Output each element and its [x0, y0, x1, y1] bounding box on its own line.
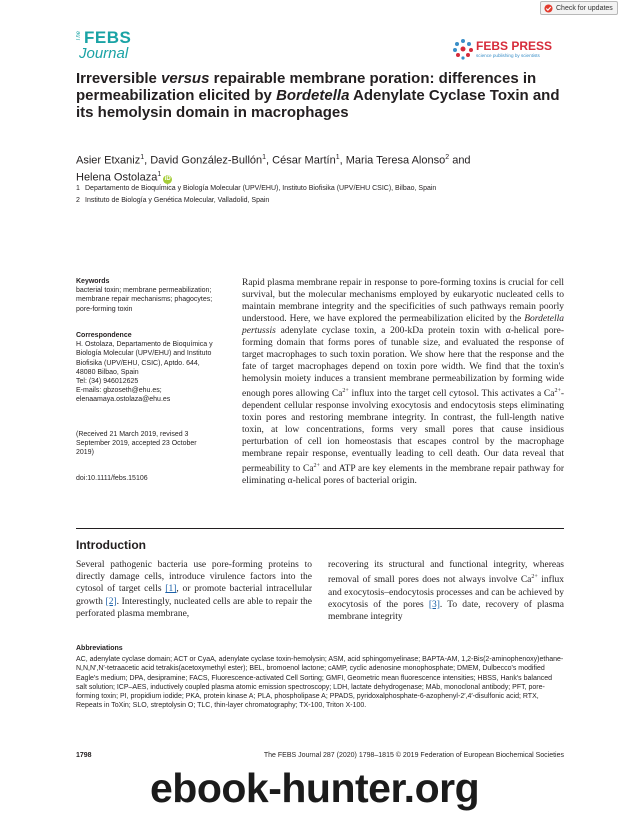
check-updates-icon: [544, 4, 553, 13]
logo-the: The: [76, 31, 82, 42]
author[interactable]: Helena Ostolaza: [76, 171, 158, 184]
reference-link[interactable]: [2]: [105, 596, 117, 607]
affiliation: 2 Instituto de Biología y Genética Molecular, Valladolid, Spain: [76, 197, 270, 204]
febs-press-dots-icon: [452, 38, 474, 60]
dates-block: (Received 21 March 2019, revised 3 September 2019, accepted 23 October 2019): [76, 431, 197, 457]
press-name: FEBS PRESS: [476, 39, 553, 53]
logo-febs: FEBS: [84, 28, 132, 47]
author[interactable]: Asier Etxaniz: [76, 154, 141, 167]
divider: [76, 528, 564, 529]
check-updates-label: Check for updates: [556, 4, 613, 12]
email-link[interactable]: elenaamaya.ostolaza@ehu.es: [76, 396, 171, 404]
author-list: Asier Etxaniz$^1$, David González-Bullón$^1$, César Martín$^1$, Maria Teresa Alonso$^2$ and Helena Ostolaza$^1$iD: [76, 154, 471, 184]
introduction-heading: Introduction: [76, 538, 146, 552]
abstract: Rapid plasma membrane repair in response to pore-forming toxins is crucial for cell survival, but the molecular mechanisms employed by eukaryotic nucleated cells to maintain membrane integrity and the specificities of such pathways remain poorly understood. Here, we have explored the permeabilization elicited by the Bordetella pertussis adenylate cyclase toxin, a 200-kDa protein toxin with α-helical pore-forming domain that forms pores of tunable size, and evaluated the response of target macrophages to such toxin poration. We show here that the response and the fate of target macrophages depend on toxin pore width. We find that the toxin's hemolysin moiety induces a transient membrane permeabilization by forming wide enough pores allowing $Ca^{2+}$ influx into the target cell cytosol. This activates a $Ca^{2+}$-dependent cellular response involving exocytosis and endocytosis steps eliminating toxin pores and restoring membrane integrity. In contrast, the full-length native toxin, at low concentrations, forms very small pores that cause insidious perturbation of cell ion homeostasis that escapes control by the macrophage membrane repair response, eventually leading to cell death. Our data reveal that permeability to $Ca^{2+}$ and ATP are key elements in the membrane repair pathway for eliminating α-helical pores of bacterial origin.: [242, 278, 565, 487]
logo-journal: Journal: [79, 45, 129, 62]
febs-press-logo: [452, 38, 562, 62]
keywords-heading: Keywords: [76, 278, 110, 285]
journal-citation: The FEBS Journal 287 (2020) 1798–1815 © 2019 Federation of European Biochemical Societies: [263, 752, 564, 759]
page-number: 1798: [76, 752, 92, 759]
orcid-icon[interactable]: iD: [164, 176, 171, 183]
author[interactable]: Maria Teresa Alonso: [345, 154, 446, 167]
article-title: Irreversible versus repairable membrane poration: differences in permeabilization elicited by Bordetella Adenylate Cyclase Toxin and its hemolysin domain in macrophages: [76, 70, 560, 121]
correspondence-heading: Correspondence: [76, 332, 132, 339]
intro-right-column: recovering its structural and functional integrity, whereas removal of small pores does not always involve $Ca^{2+}$ influx and exocytosis–endocytosis processes and can be achieved by exocytosis of the pores [3]. To date, recovery of plasma membrane integrity: [328, 560, 565, 622]
check-for-updates-button[interactable]: [540, 1, 618, 15]
press-tagline: science publishing by scientists: [476, 53, 540, 58]
affiliation: 1 Departamento de Bioquímica y Biología Molecular (UPV/EHU), Instituto Biofisika (UPV/EHU CSIC), Bilbao, Spain: [76, 185, 437, 192]
author[interactable]: César Martín: [272, 154, 336, 167]
author[interactable]: David González-Bullón: [150, 154, 263, 167]
abbreviations-text: AC, adenylate cyclase domain; ACT or CyaA, adenylate cyclase toxin-hemolysin; ASM, acid sphingomyelinase; BAPTA-AM, 1,2-Bis(2-aminophenoxy)ethane-N,N,N′,N′-tetraacetic acid tetrakis(acetoxymethyl ester); BEL, bromoenol lactone; cAMP, cyclic adenosine monophosphate; DMEM, Dulbecco's modified Eagle's medium; DPA, desipramine; FACS, Fluorescence-activated Cell Sorting; GMFI, Geometric mean fluorescence intensities; HBSS, Hank's balanced salt solution; ICP–AES, inductively coupled plasma atomic emission spectroscopy; LDH, lactate dehydrogenase; MAb, monoclonal antibody; PFT, pore-forming toxin; PI, propidium iodide; PKA, protein kinase A; PLA, phospholipase A; PPADS, pyridoxalphosphate-6-azophenyl-2′,4′-disulfonic acid; RTX, Repeats in ToXin; SLO, streptolysin O; TLC, thin-layer chromatography; TX-100, Triton X-100.: [76, 656, 564, 710]
reference-link[interactable]: [1]: [165, 584, 177, 595]
email-link[interactable]: E-mails: gbzoseth@ehu.es;: [76, 387, 162, 395]
correspondence-block: Correspondence H. Ostolaza, Departamento de Bioquímica y Biología Molecular (UPV/EHU) and Instituto Biofisika (UPV/EHU, CSIC), Aptdo. 644, 48080 Bilbao, Spain Tel: (34) 946012625 E-mails: gbzoseth@ehu.es; elenaamaya.ostolaza@ehu.es: [76, 331, 236, 405]
doi[interactable]: doi:10.1111/febs.15106: [76, 475, 148, 482]
watermark: ebook-hunter.org: [150, 765, 480, 811]
keywords-block: Keywords bacterial toxin; membrane permeabilization; membrane repair mechanisms; phagocytes; pore-forming toxin: [76, 277, 236, 314]
reference-link[interactable]: [3]: [428, 599, 440, 610]
febs-journal-logo: [76, 30, 146, 66]
intro-left-column: Several pathogenic bacteria use pore-forming proteins to directly damage cells, introduce virulence factors into the cytosol of target cells [1], or promote bacterial intracellular growth [2]. Interestingly, nucleated cells are able to repair the perforated plasma membrane,: [76, 560, 312, 619]
abbreviations-heading: Abbreviations: [76, 645, 123, 652]
